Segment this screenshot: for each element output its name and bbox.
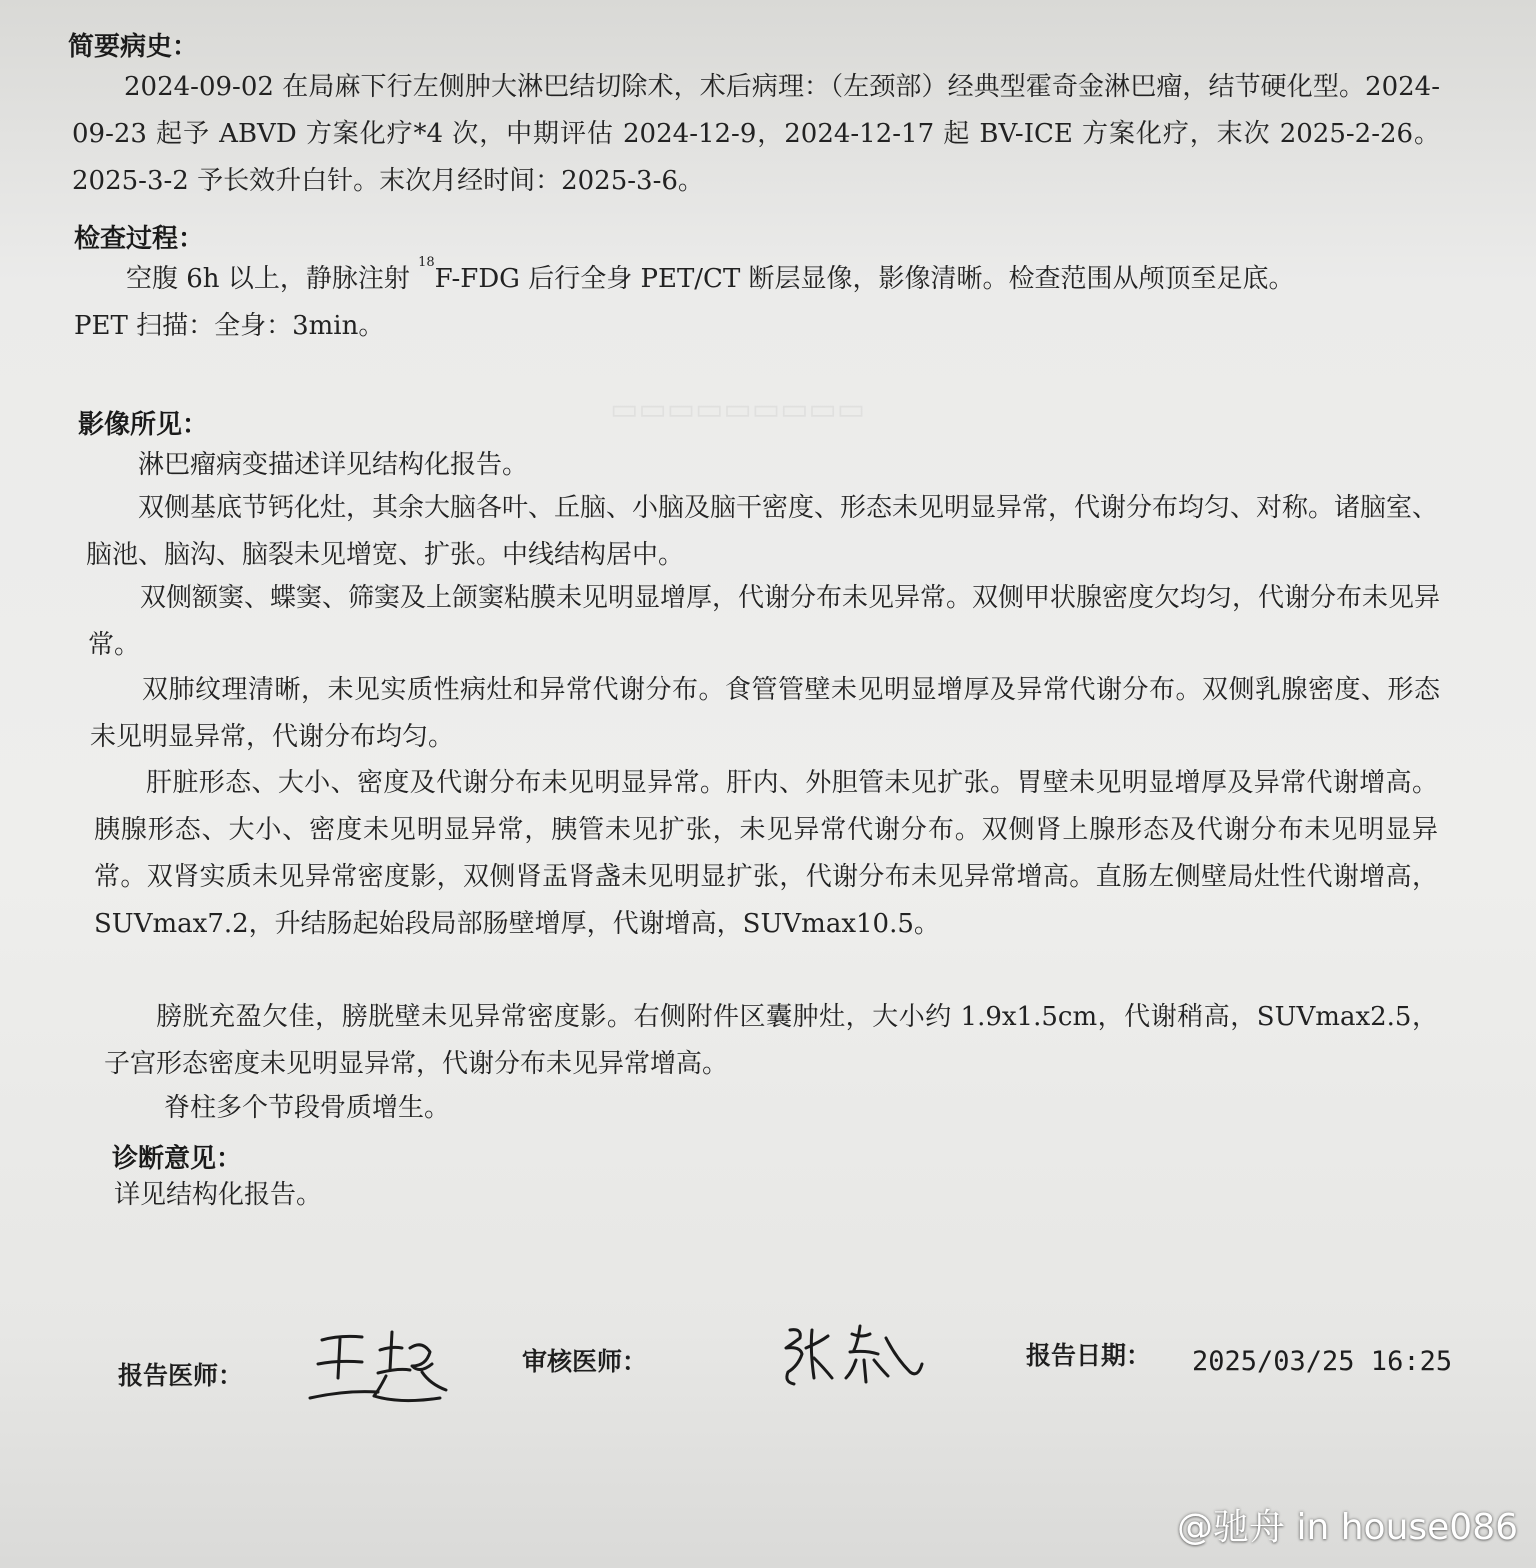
procedure-text-before: 空腹 6h 以上，静脉注射: [126, 264, 419, 294]
pet-scan-line: PET 扫描：全身：3min。: [74, 311, 385, 341]
findings-paragraph-lymphoma: 淋巴瘤病变描述详见结构化报告。: [138, 450, 529, 480]
watermark-text: @驰舟 in house086: [1177, 1507, 1518, 1548]
procedure-text: [74, 256, 1452, 303]
findings-paragraph-spine: 脊柱多个节段骨质增生。: [164, 1093, 451, 1123]
diagnosis-text: 详见结构化报告。: [114, 1180, 323, 1210]
isotope-superscript: 18: [418, 255, 435, 270]
diagnosis-heading: 诊断意见：: [112, 1144, 243, 1174]
reviewer-signature-image: [770, 1320, 930, 1392]
findings-paragraph-abdomen: 肝脏形态、大小、密度及代谢分布未见明显异常。肝内、外胆管未见扩张。胃壁未见明显增厚及异常代谢增高。胰腺形态、大小、密度未见明显异常，胰管未见扩张，未见异常代谢分布。双侧肾上腺形态及代谢分布未见明显异常。双肾实质未见异常密度影，双侧肾盂肾盏未见明显扩张，代谢分布未见异常增高。直肠左侧壁局灶性代谢增高，SUVmax7.2，升结肠起始段局部肠壁增厚，代谢增高，SUVmax10.5。: [94, 768, 1438, 939]
findings-paragraph-brain: 双侧基底节钙化灶，其余大脑各叶、丘脑、小脑及脑干密度、形态未见明显异常，代谢分布均匀、对称。诸脑室、脑池、脑沟、脑裂未见增宽、扩张。中线结构居中。: [86, 493, 1439, 570]
reviewer-label: 审核医师：: [522, 1347, 648, 1376]
report-date-label: 报告日期：: [1026, 1341, 1152, 1370]
reporter-label: 报告医师：: [118, 1361, 244, 1390]
reporter-signature-image: [300, 1318, 460, 1418]
history-text: 2024-09-02 在局麻下行左侧肿大淋巴结切除术，术后病理：（左颈部）经典型霍奇金淋巴瘤，结节硬化型。2024-09-23 起予 ABVD 方案化疗*4 次，中期评估 2024-12-9，2024-12-17 起 BV-ICE 方案化疗，末次 2025-2-26。2025-3-2 予长效升白针。末次月经时间：2025-3-6。: [72, 72, 1440, 196]
findings-paragraph-head-neck: 双侧额窦、蝶窦、筛窦及上颌窦粘膜未见明显增厚，代谢分布未见异常。双侧甲状腺密度欠均匀，代谢分布未见异常。: [88, 583, 1441, 660]
history-heading: 简要病史：: [68, 32, 199, 62]
findings-paragraph-chest: 双肺纹理清晰，未见实质性病灶和异常代谢分布。食管管壁未见明显增厚及异常代谢分布。双侧乳腺密度、形态未见明显异常，代谢分布均匀。: [90, 675, 1440, 752]
report-date-value: 2025/03/25 16:25: [1192, 1346, 1453, 1377]
procedure-text-after: F-FDG 后行全身 PET/CT 断层显像，影像清晰。检查范围从颅顶至足底。: [434, 264, 1295, 294]
findings-heading: 影像所见：: [78, 410, 209, 440]
findings-paragraph-pelvis: 膀胱充盈欠佳，膀胱壁未见异常密度影。右侧附件区囊肿灶，大小约 1.9x1.5cm，代谢稍高，SUVmax2.5，子宫形态密度未见明显异常，代谢分布未见异常增高。: [104, 1002, 1438, 1079]
bleed-through-mark: ▭▭▭▭▭▭▭▭▭: [610, 392, 866, 427]
procedure-heading: 检查过程：: [74, 224, 205, 254]
